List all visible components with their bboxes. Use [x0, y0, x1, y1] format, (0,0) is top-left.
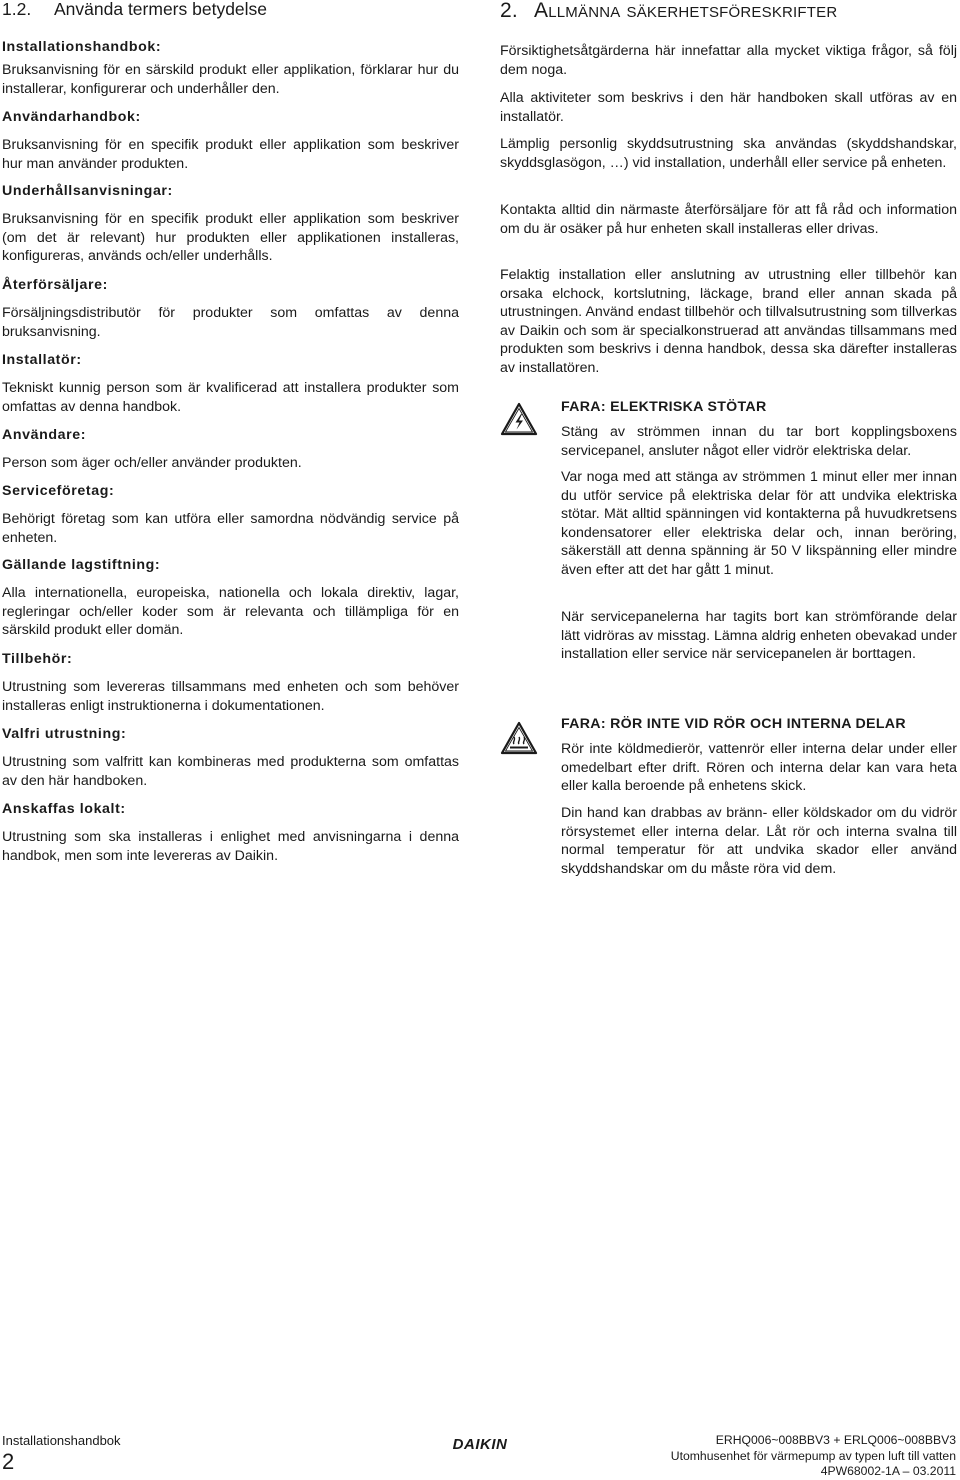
warning-paragraph: När servicepanelerna har tagits bort kan strömförande delar lätt vidröras av misstag. Lämna aldrig enheten obevakad under installation eller service när servicepanelen är borttagen. — [561, 609, 957, 663]
term-label: Användare: — [2, 427, 87, 443]
warning-paragraph: Rör inte köldmedierör, vattenrör eller interna delar under eller omedelbart efter drift. Rören och interna delar kan vara heta eller kalla beroende på enhetens skick. — [561, 741, 957, 795]
term-definition: Alla internationella, europeiska, nationella och lokala direktiv, lagar, regleringar och/eller koder som är relevanta och tillämpliga för en särskild produkt eller domän. — [2, 585, 459, 639]
term-label: Återförsäljare: — [2, 277, 108, 293]
term-definition: Försäljningsdistributör för produkter som omfattas av denna bruksanvisning. — [2, 305, 459, 340]
warning-paragraph: Din hand kan drabbas av bränn- eller köldskador om du vidrör rörsystemet eller interna delar. Låt rör och interna svalna till normal temperatur för att undvika skador eller använd skyddshandskar om du måste röra vid dem. — [561, 805, 957, 877]
warning-title: FARA: RÖR INTE VID RÖR OCH INTERNA DELAR — [561, 716, 906, 732]
svg-text:DAIKIN: DAIKIN — [452, 1436, 508, 1452]
section-title: Använda termers betydelse — [54, 0, 268, 19]
warning-title: FARA: ELEKTRISKA STÖTAR — [561, 399, 767, 415]
term-label: Gällande lagstiftning: — [2, 557, 161, 573]
term-definition: Utrustning som ska installeras i enlighet med anvisningarna i denna handbok, men som inte levereras av Daikin. — [2, 829, 459, 864]
warning-paragraph: Stäng av strömmen innan du tar bort kopplingsboxens servicepanel, ansluter något eller vidrör elektriska delar. — [561, 424, 957, 459]
daikin-logo — [440, 1434, 520, 1452]
safety-paragraph: Försiktighetsåtgärderna här innefattar alla mycket viktiga frågor, så följ dem noga. — [500, 43, 957, 78]
safety-paragraph: Felaktig installation eller anslutning av utrustning eller tillbehör kan orsaka elchock, kortslutning, läckage, brand eller annan skada på utrustningen. Använd endast tillbehör och tillvalsutrustning som tillverkas av Daikin och som är specialkonstruerad att användas tillsammans med produkten som beskrivs i denna handbok, dessa ska därefter installeras av installatören. — [500, 267, 957, 376]
term-label: Valfri utrustning: — [2, 726, 127, 742]
term-definition: Utrustning som valfritt kan kombineras med produkterna som omfattas av den här handboken. — [2, 754, 459, 789]
term-label: Underhållsanvisningar: — [2, 183, 173, 199]
danger-hot-surface — [500, 713, 957, 883]
term-definition: Utrustning som levereras tillsammans med enheten och som behöver installeras enligt instruktionerna i dokumentationen. — [2, 679, 459, 714]
footer-doc-code: 4PW68002-1A – 03.2011 — [820, 1464, 956, 1478]
hot-surface-warning-icon — [500, 721, 538, 755]
section-heading-2 — [500, 0, 837, 23]
safety-paragraph: Kontakta alltid din närmaste återförsäljare för att få råd och information om du är osäker på hur enheten skall installeras eller drivas. — [500, 202, 957, 237]
page-number: 2 — [2, 1449, 15, 1474]
footer-model: ERHQ006~008BBV3 + ERLQ006~008BBV3 — [715, 1433, 956, 1447]
footer-product: Utomhusenhet för värmepump av typen luft till vatten — [670, 1448, 956, 1463]
section-heading-1-2 — [2, 0, 267, 20]
section-number: 1.2. — [2, 0, 32, 19]
term-label: Installatör: — [2, 352, 82, 368]
term-definition: Behörigt företag som kan utföra eller samordna nödvändig service på enheten. — [2, 511, 459, 546]
term-definition: Bruksanvisning för en specifik produkt eller applikation som beskriver hur man använder produkten. — [2, 137, 459, 172]
section-title: Allmänna säkerhetsföreskrifter — [534, 0, 838, 22]
term-label: Användarhandbok: — [2, 109, 141, 125]
term-label: Installationshandbok: — [2, 39, 162, 55]
footer-manual-type: Installationshandbok — [2, 1433, 121, 1448]
footer-product-info — [671, 1433, 956, 1480]
section-number: 2. — [500, 0, 518, 22]
safety-paragraph: Lämplig personlig skyddsutrustning ska användas (skyddshandskar, skyddsglasögon, …) vid installation, underhåll eller service på enheten. — [500, 136, 957, 171]
term-label: Anskaffas lokalt: — [2, 801, 126, 817]
term-definition: Person som äger och/eller använder produkten. — [2, 455, 302, 471]
term-label: Tillbehör: — [2, 651, 73, 667]
warning-paragraph: Var noga med att stänga av strömmen 1 minut eller mer innan du utför service på elektriska delar för att undvika elektriska stötar. Mät alltid spänningen vid kontakterna på huvudkretsens kondensatorer eller elektriska delar och, innan beröring, säkerställ att denna spänning är 50 V likspänning eller mindre även efter att det har gått 1 minut. — [561, 469, 957, 578]
danger-electric-shock — [500, 396, 957, 696]
term-definition: Tekniskt kunnig person som är kvalificerad att installera produkter som omfattas av denna handbok. — [2, 380, 459, 415]
term-label: Serviceföretag: — [2, 483, 115, 499]
term-definition: Bruksanvisning för en specifik produkt eller applikation som beskriver (om det är relevant) hur produkten eller applikationen installeras, konfigureras, används och/eller underhålls. — [2, 211, 459, 265]
safety-paragraph: Alla aktiviteter som beskrivs i den här handboken skall utföras av en installatör. — [500, 90, 957, 125]
term-definition: Bruksanvisning för en särskild produkt eller applikation, förklarar hur du installerar, konfigurerar och underhåller den. — [2, 62, 459, 97]
electric-shock-warning-icon — [500, 402, 538, 436]
